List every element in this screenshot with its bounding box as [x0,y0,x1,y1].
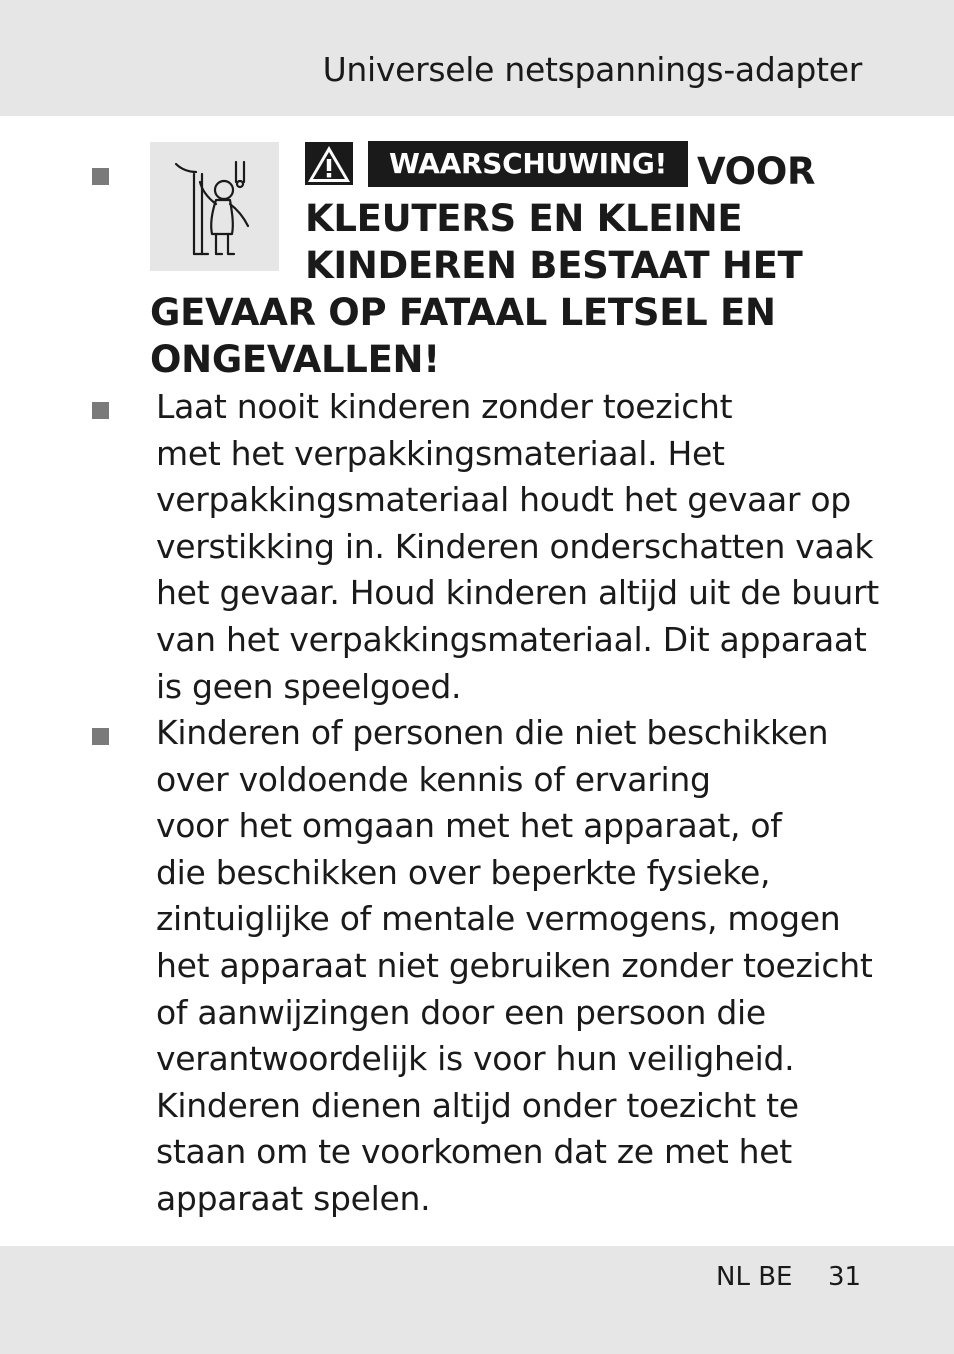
page-header-title: Universele netspannings-adapter [322,50,862,89]
warning-text-line: ONGEVALLEN! [150,338,440,381]
child-hazard-icon [150,142,279,271]
bullet-marker [92,168,109,185]
paragraph-line: verstikking in. Kinderen onderschatten vaak [156,527,874,566]
paragraph-line: zintuiglijke of mentale vermogens, mogen [156,899,841,938]
paragraph-line: over voldoende kennis of ervaring [156,760,711,799]
paragraph-line: is geen speelgoed. [156,667,462,706]
warning-text-line: KINDEREN BESTAAT HET [305,244,803,287]
paragraph-line: die beschikken over beperkte fysieke, [156,853,771,892]
page-number: 31 [828,1262,862,1292]
paragraph-line: van het verpakkingsmateriaal. Dit apparaat [156,620,867,659]
paragraph-line: Kinderen dienen altijd onder toezicht te [156,1086,799,1125]
warning-triangle-icon [305,142,353,185]
bullet-marker [92,728,109,745]
paragraph-line: apparaat spelen. [156,1179,431,1218]
paragraph-line: Kinderen of personen die niet beschikken [156,713,829,752]
bullet-marker [92,402,109,419]
paragraph-line: het gevaar. Houd kinderen altijd uit de buurt [156,573,879,612]
footer-band [0,1246,954,1354]
warning-text-line: KLEUTERS EN KLEINE [305,197,743,240]
header-band [0,0,954,116]
paragraph-line: voor het omgaan met het apparaat, of [156,806,782,845]
paragraph-line: het apparaat niet gebruiken zonder toezicht [156,946,873,985]
warning-text-line: GEVAAR OP FATAAL LETSEL EN [150,291,776,334]
paragraph-line: staan om te voorkomen dat ze met het [156,1132,792,1171]
paragraph-line: verantwoordelijk is voor hun veiligheid. [156,1039,795,1078]
paragraph-line: Laat nooit kinderen zonder toezicht [156,387,733,426]
paragraph-line: met het verpakkingsmateriaal. Het [156,434,725,473]
footer-language: NL BE [716,1262,793,1292]
warning-text-line: VOOR [697,150,816,193]
warning-label: WAARSCHUWING! [368,141,688,187]
paragraph-line: of aanwijzingen door een persoon die [156,993,766,1032]
paragraph-line: verpakkingsmateriaal houdt het gevaar op [156,480,851,519]
